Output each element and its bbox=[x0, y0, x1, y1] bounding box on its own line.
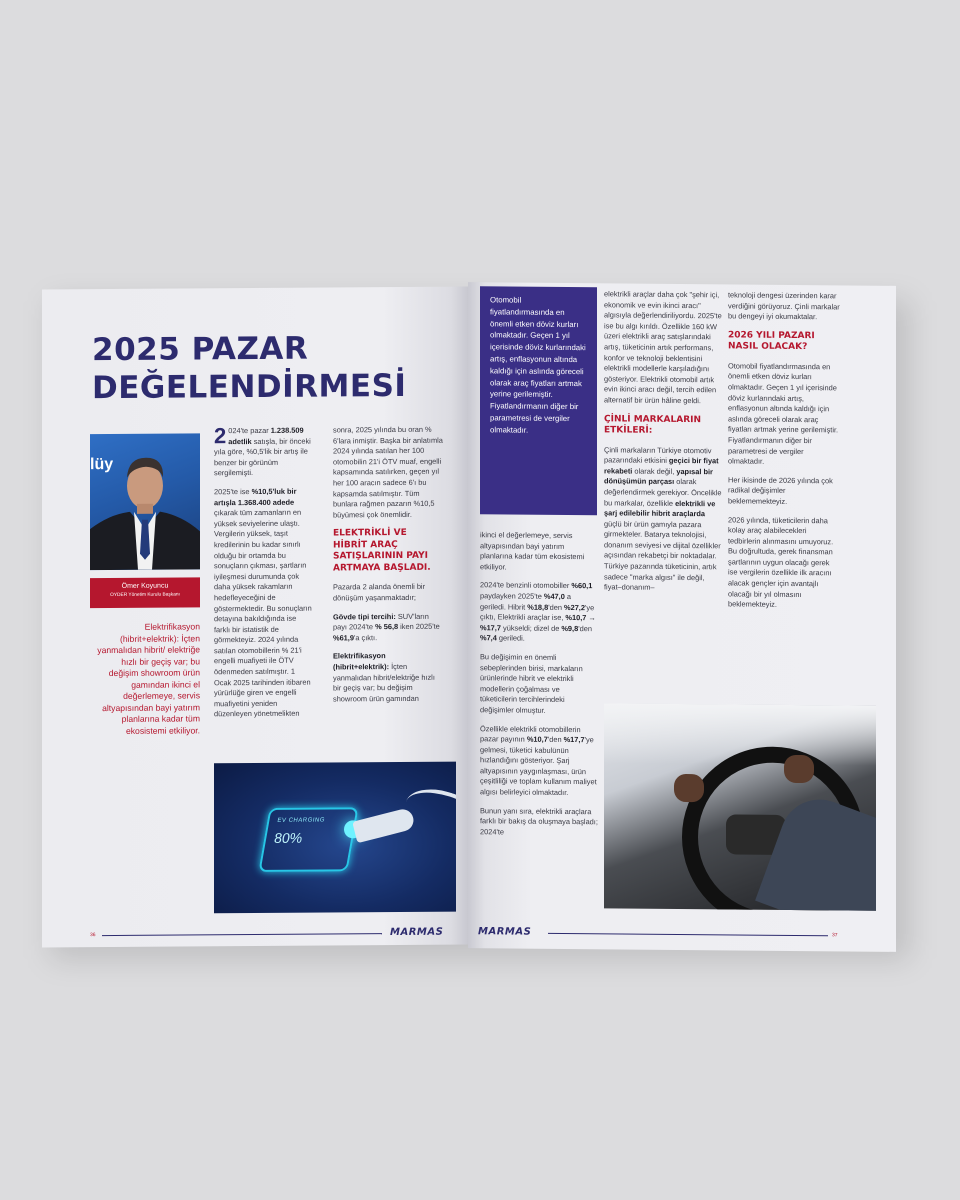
bold-run: Elektrifikasyon (hibrit+elektrik): bbox=[333, 651, 390, 672]
text-run: 'den bbox=[548, 602, 565, 612]
section-subhead: ÇİNLİ MARKALARIN ETKİLERİ: bbox=[604, 413, 702, 436]
text-run: iken 2025'te bbox=[398, 621, 440, 632]
text-run: güçlü bir ürün gamıyla pazara girmekteler. Batarya teknolojisi, donanım seviyesi ve dijital özellikler açısından rekabetçi bir noktadalar. Türkiye pazarında tüketicinin, artık sadece "marka algısı" ile değil, fiyat–donanım– bbox=[604, 519, 721, 593]
paragraph: Her ikisinde de 2026 yılında çok radikal değişimler beklememekteyiz. bbox=[728, 475, 833, 506]
section-subhead: ELEKTRİKLİ VE HİBRİT ARAÇ SATIŞLARININ PAYI ARTMAYA BAŞLADI. bbox=[333, 528, 431, 574]
bold-run: Gövde tipi tercihi: bbox=[333, 611, 396, 621]
paragraph: teknoloji dengesi üzerinden karar verdiğini görüyoruz. Çinli markalar bu dengeyi iyi okumaktalar. bbox=[728, 290, 840, 322]
paragraph bbox=[333, 651, 443, 705]
steering-wheel-photo bbox=[604, 703, 876, 910]
bold-run: %47,0 bbox=[543, 591, 565, 601]
right-page bbox=[468, 282, 896, 952]
person-role: OYDER Yönetim Kurulu Başkanı bbox=[110, 592, 180, 599]
bold-run: elektrikli ve şarj edilebilir hibrit araçlarda bbox=[604, 498, 716, 519]
text-run: Çinli markaların Türkiye otomotiv pazarındaki etkisini bbox=[604, 444, 712, 466]
bold-run: %10,7 bbox=[526, 734, 548, 744]
charging-gauge bbox=[258, 807, 358, 872]
person-name: Ömer Koyuncu bbox=[121, 582, 169, 590]
drop-cap: 2 bbox=[214, 423, 227, 449]
title-line-1: 2025 PAZAR bbox=[92, 330, 309, 369]
bold-run: %27,2 bbox=[564, 602, 585, 612]
portrait-figure bbox=[90, 433, 200, 570]
paragraph bbox=[480, 724, 598, 799]
quote-box: Otomobil fiyatlandırmasında en önemli etken döviz kurları olmaktadır. Geçen 1 yıl içerisinde döviz kurlarındaki artış, enflasyonun altında kaldığı için aslında göreceli olarak araç fiyatları artmak yerine gerilemiştir. Fiyatlandırmanın diğer bir parametresi de vergiler olmaktadır. bbox=[480, 286, 597, 515]
page-number: 36 bbox=[90, 932, 96, 939]
bold-run: %10,7 → %17,7 bbox=[480, 613, 596, 633]
bold-run: %9,8 bbox=[561, 623, 579, 633]
text-run: geriledi. bbox=[496, 633, 525, 643]
section-subhead: 2026 YILI PAZARI NASIL OLACAK? bbox=[728, 330, 815, 353]
text-run: 'ye gelmesi, tüketici kabulünün hızlandığını gösteriyor. Şarj altyapısının yaygınlaşması, ürün çeşitliliği ve toplam kullanım maliyet algısı belirleyici olmaktadır. bbox=[480, 735, 597, 798]
paragraph: Bu değişimin en önemli sebeplerinden birisi, markaların ürünlerinde hibrit ve elektrikli modellerin çoğalması ve tüketicilerin tercihlerindeki değişimler olmuştur. bbox=[480, 652, 583, 715]
text-run: 2025'te ise bbox=[214, 486, 252, 497]
bold-run: %17,7 bbox=[563, 735, 585, 745]
paragraph: Otomobil fiyatlandırmasında en önemli etken döviz kurları olmaktadır. Geçen 1 yıl içerisinde döviz kurlarındaki artış, enflasyonun altında kaldığı için aslında göreceli olarak araç fiyatları artmak yerine gerilemiştir. Fiyatlandırmanın diğer bir parametresi de vergiler olmaktadır. bbox=[728, 361, 839, 466]
bold-run: yapısal bir dönüşümün parçası bbox=[604, 466, 713, 487]
bold-run: geçici bir fiyat rekabeti bbox=[604, 456, 719, 476]
text-run: paydayken 2025'te bbox=[480, 591, 544, 601]
paragraph: 2026 yılında, tüketicilerin daha kolay araç alabilecekleri tedbirlerin alınmasını umuyoruz. Bu doğrultuda, gerek finansman şartlarının uygun olacağı gerek ise vergilerin özellikle ilk aracını alacak gençler için avantajlı olacağı bir yıl olmasını beklemekteyiz. bbox=[728, 514, 834, 610]
right-column-2 bbox=[604, 289, 722, 602]
bold-run: %61,9 bbox=[333, 633, 354, 643]
portrait-caption bbox=[90, 577, 200, 608]
paragraph bbox=[214, 423, 312, 480]
paragraph: sonra, 2025 yılında bu oran % 6'lara inmiştir. Başka bir anlatımla 2024 yılında satılan her 100 otomobilin 21'i ÖTV muaf, engelli kapsamında satılırken, geçen yıl her 100 aracın sadece 6'ı bu kapsamda satılmıştır. Tüm bunlara rağmen pazarın %10,5 büyümesi çok önemlidir. bbox=[333, 424, 443, 520]
article-title bbox=[92, 329, 407, 407]
text-run: 2024'te benzinli otomobiller bbox=[480, 580, 572, 591]
text-run: a geriledi. Hibrit bbox=[480, 591, 572, 612]
text-run: olarak değerlendirmek gerekiyor. Öncelikle bu markalar, özellikle bbox=[604, 477, 722, 508]
text-run: 'ye çıktı, Elektrikli araçlar ise, bbox=[480, 602, 595, 623]
bold-run: %7,4 bbox=[480, 633, 497, 643]
text-run: satışla, bir önceki yıla göre, %0,5'lik bir artış ile benzer bir görünüm sergilemişti. bbox=[214, 436, 311, 478]
charging-cable bbox=[399, 781, 456, 847]
text-run: 'den bbox=[578, 623, 592, 633]
magazine-logo: MARMAS bbox=[478, 926, 532, 938]
photo-backdrop-text: lüy bbox=[90, 455, 114, 474]
text-run: olarak değil, bbox=[632, 466, 677, 476]
text-run: çıkarak tüm zamanların en yüksek seviyelerine ulaştı. Vergilerin yüksek, taşıt kredilerinin bu kadar sınırlı olduğu bir ortamda bu sonuçların çıkması, şartların iyileşmesi durumunda çok daha yüksek rakamların hedefleyeceğini de göstermektedir. Bu sonuçların detayına bakıldığında ise farklı bir istatistik de görmekteyiz. 2024 yılında satılan otomobillerin % 21'i engelli muafiyeti ile ÖTV ödenmeden satılmıştır. 1 Ocak 2025 tarihinden itibaren yürürlüğe giren ve engelli muafiyetini yeniden düzenleyen yönetmelikten bbox=[214, 507, 312, 719]
paragraph: ikinci el değerlemeye, servis altyapısından bayi yatırım planlarına kadar tüm ekosistemi etkiliyor. bbox=[480, 530, 585, 572]
footer-rule bbox=[102, 933, 382, 936]
paragraph: elektrikli araçlar daha çok "şehir içi, ekonomik ve evin ikinci aracı" algısıyla değerlendiriliyordu. 2025'te ise bu algı kırıldı. Özellikle 160 kW üzeri elektrikli araç satışlarındaki artış, tüketicinin artık performans, konfor ve teknoloji beklentisini elektrikli modellerle karşıladığını gösteriyor. Elektrikli otomobil artık evin ikinci aracı değil, tercih edilen alternatif bir ürün hâline geldi. bbox=[604, 289, 722, 406]
text-run: 'den bbox=[547, 734, 564, 745]
text-run: SUV'ların payı 2024'te bbox=[333, 611, 429, 632]
text-run: İçten yanmalıdan hibrit/elektriğe hızlı bir geçiş var; bu değişim showroom ürün gamından bbox=[333, 661, 435, 704]
text-run: yükseldi; dizel de bbox=[500, 623, 562, 633]
ev-charging-image bbox=[214, 762, 456, 914]
right-hand bbox=[784, 755, 814, 783]
portrait-photo bbox=[90, 433, 200, 570]
bold-run: %60,1 bbox=[571, 581, 593, 591]
footer-rule bbox=[548, 933, 828, 936]
text-run: 024'te pazar bbox=[228, 425, 271, 436]
charging-label: EV CHARGING bbox=[276, 817, 326, 824]
title-line-2: DEĞELENDİRMESİ bbox=[92, 367, 407, 407]
right-column-3 bbox=[728, 290, 840, 619]
charging-percent: 80% bbox=[272, 829, 304, 846]
right-column-1 bbox=[480, 530, 598, 846]
bold-run: %10,5'luk bir artışla 1.368.400 adede bbox=[214, 486, 297, 507]
paragraph bbox=[604, 445, 722, 594]
paragraph bbox=[214, 487, 312, 721]
bold-run: %18,8 bbox=[527, 602, 549, 612]
pull-quote: Elektrifikasyon (hibrit+elektrik): İçten yanmalıdan hibrit/ elektriğe hızlı bir geçiş var; bu değişim showroom ürün gamından ikinci el değerlemeye, servis altyapısından bayi yatırım planlarına kadar tüm ekosistemi etkiliyor. bbox=[97, 621, 200, 736]
left-column-2 bbox=[333, 425, 443, 713]
left-page bbox=[42, 287, 468, 948]
magazine-logo: MARMAS bbox=[390, 926, 444, 939]
page-number: 37 bbox=[832, 932, 838, 939]
left-column-1 bbox=[214, 423, 312, 729]
text-run: Özellikle elektrikli otomobillerin pazar payının bbox=[480, 723, 581, 744]
paragraph: Bunun yanı sıra, elektrikli araçlara farklı bir bakış da oluşmaya başladı; 2024'te bbox=[480, 805, 598, 837]
paragraph bbox=[333, 611, 443, 644]
text-run: 'a çıktı. bbox=[353, 632, 378, 643]
paragraph: Pazarda 2 alanda önemli bir dönüşüm yaşanmaktadır; bbox=[333, 582, 426, 603]
paragraph bbox=[480, 581, 598, 646]
bold-run: % 56,8 bbox=[375, 622, 399, 632]
left-hand bbox=[674, 774, 704, 802]
bold-run: 1.238.509 adetlik bbox=[228, 425, 304, 446]
